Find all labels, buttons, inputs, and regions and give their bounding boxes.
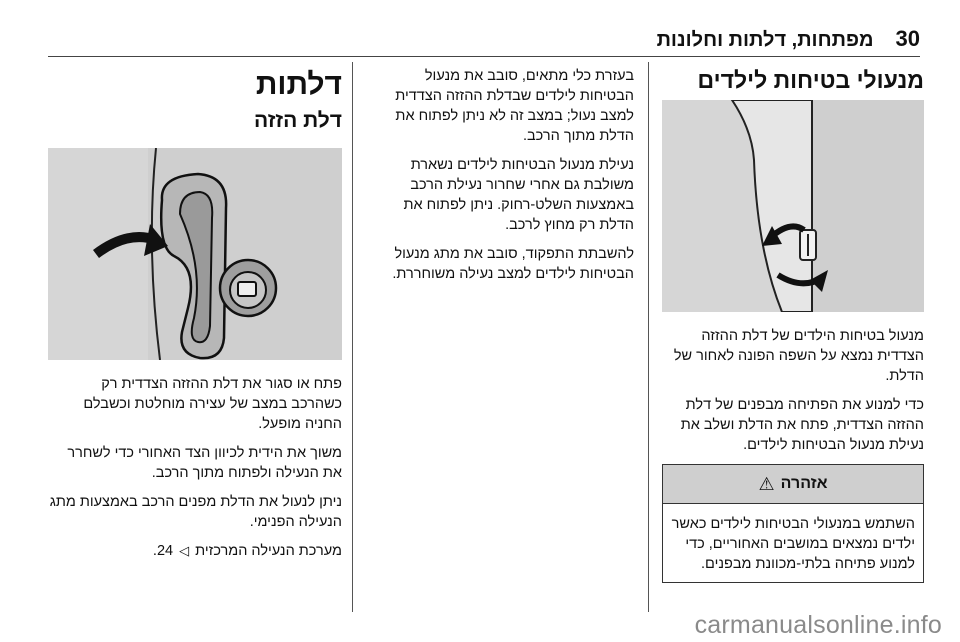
warning-label: אזהרה [780,475,828,492]
warning-text: השתמש במנעולי הבטיחות לילדים כאשר ילדים נמצאים במושבים האחוריים, כדי למנוע פתיחה בלתי-מכוונת מבפנים. [671,516,915,572]
cross-reference-page: 24. [152,543,174,559]
paragraph: ניתן לנעול את הדלת מפנים הרכב באמצעות מתג הנעילה הפנימי. [49,494,342,530]
warning-box [662,464,924,583]
paragraph: כדי למנוע את הפתיחה מבפנים של דלת ההזזה הצדדית, פתח את הדלת ושלב את נעילת מנעול הבטיחות לילדים. [680,397,924,453]
paragraph: פתח או סגור את דלת ההזזה הצדדית רק כשהרכב במצב של עצירה מוחלטת וכשבלם החניה מופעל. [83,376,342,432]
section-title: מנעולי בטיחות לילדים [697,67,924,93]
subsection-title: דלת הזזה [253,109,342,132]
chapter-title: דלתות [255,68,342,101]
paragraph-cross-reference [48,541,342,561]
warning-header [663,465,923,504]
column-divider [648,62,649,612]
paragraph: להשבתת התפקוד, סובב את מתג מנעול הבטיחות לילדים למצב נעילה משוחררת. [392,246,634,282]
paragraph: משוך את הידית לכיוון הצד האחורי כדי לשחרר את הנעילה ולפתוח מתוך הרכב. [67,445,342,481]
page-header [48,26,920,52]
paragraph: נעילת מנעול הבטיחות לילדים נשארת משולבת גם אחרי שחרור נעילת הרכב באמצעות השלט-רחוק. ניתן לפתוח את הדלת רק מחוץ לרכב. [403,157,634,233]
warning-triangle-icon: ⚠ [758,473,775,494]
reference-triangle-icon: ◁ [179,543,190,558]
column-divider [352,62,353,612]
column-left [48,66,342,570]
watermark: carmanualsonline.info [694,611,942,639]
cross-reference-text: מערכת הנעילה המרכזית [195,543,342,559]
child-lock-illustration [662,100,924,312]
paragraph: בעזרת כלי מתאים, סובב את מנעול הבטיחות לילדים שבדלת ההזזה הצדדית למצב נעול; במצב זה לא ניתן לפתוח את הדלת מתוך הרכב. [395,68,634,144]
sliding-door-handle-illustration [48,148,342,360]
page-number: 30 [895,26,920,51]
header-rule [48,56,920,57]
column-middle [376,66,634,293]
paragraph: מנעול בטיחות הילדים של דלת ההזזה הצדדית נמצא על השפה הפונה לאחור של הדלת. [673,328,924,384]
page-heading: מפתחות, דלתות וחלונות [656,29,874,51]
column-right [662,66,924,583]
